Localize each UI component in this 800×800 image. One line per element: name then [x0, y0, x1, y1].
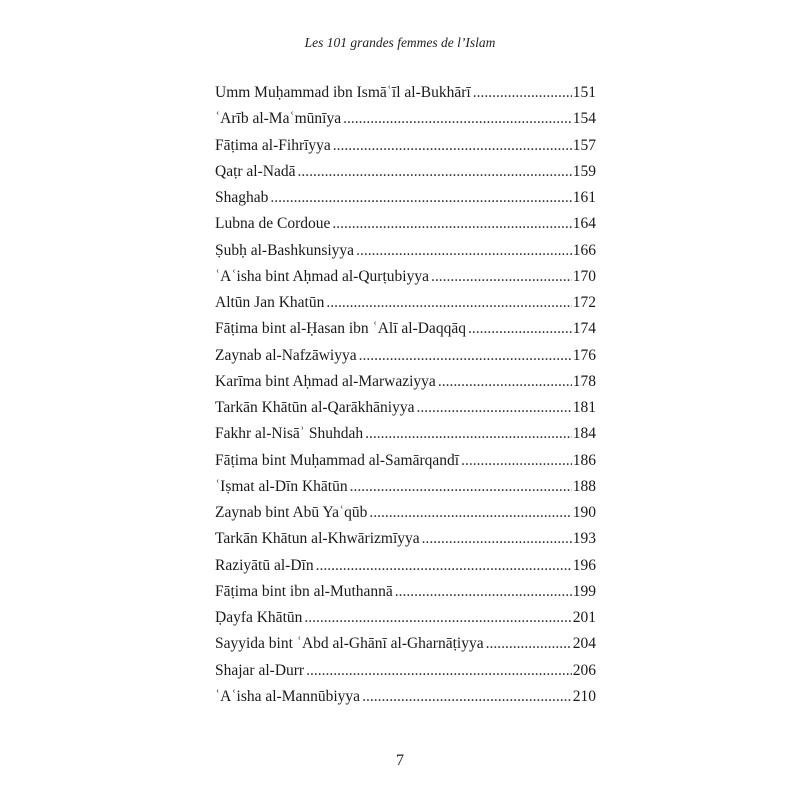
- toc-entry-page: 159: [572, 162, 596, 180]
- toc-entry: [215, 658, 596, 684]
- toc-entry: [215, 500, 596, 526]
- dot-leader: [468, 316, 572, 342]
- toc-entry-page: 186: [572, 451, 596, 469]
- toc-entry-page: 161: [572, 189, 596, 206]
- dot-leader: [356, 238, 572, 264]
- dot-leader: [422, 526, 572, 552]
- dot-leader: [350, 474, 572, 500]
- toc-entry: [215, 185, 596, 211]
- dot-leader: [416, 395, 571, 421]
- dot-leader: [332, 211, 571, 237]
- toc-entry-page: 210: [572, 687, 596, 705]
- toc-entry-title: Ṣubḥ al-Bashkunsiyya: [215, 241, 355, 259]
- toc-entry-title: Tarkān Khātūn al-Qarākhāniyya: [215, 399, 415, 416]
- toc-entry: [215, 605, 596, 631]
- toc-entry-title: Karīma bint Aḥmad al-Marwaziyya: [215, 372, 436, 390]
- toc-entry-page: 193: [572, 530, 596, 548]
- dot-leader: [395, 579, 572, 605]
- dot-leader: [333, 133, 572, 159]
- toc-entry-title: ʿAʿisha bint Aḥmad al-Qurṭubiyya: [215, 267, 429, 285]
- dot-leader: [359, 343, 572, 369]
- dot-leader: [362, 684, 572, 710]
- toc-entry-title: Ḍayfa Khātūn: [215, 609, 303, 626]
- dot-leader: [431, 264, 572, 290]
- dot-leader: [306, 658, 572, 684]
- toc-entry: [215, 448, 596, 474]
- dot-leader: [369, 500, 571, 526]
- toc-entry: [215, 395, 596, 421]
- toc-entry-page: 154: [572, 110, 596, 128]
- dot-leader: [326, 290, 571, 316]
- running-head: Les 101 grandes femmes de l’Islam: [304, 35, 496, 50]
- toc-entry-title: Fāṭima bint Muḥammad al-Samārqandī: [215, 451, 460, 469]
- toc-entry-page: 170: [572, 267, 596, 285]
- toc-entry-page: 196: [572, 556, 596, 574]
- toc-entry: [215, 264, 596, 290]
- toc-entry-page: 204: [572, 635, 596, 653]
- dot-leader: [438, 369, 572, 395]
- toc-entry-page: 166: [572, 241, 596, 259]
- toc-entry: [215, 211, 596, 237]
- toc-entry-title: ʿArīb al-Maʿmūnīya: [215, 110, 342, 128]
- toc-entry-title: Lubna de Cordoue: [215, 215, 331, 233]
- toc-entry-page: 181: [572, 399, 596, 416]
- page-number: 7: [396, 752, 404, 769]
- dot-leader: [316, 553, 572, 579]
- table-of-contents: [215, 80, 596, 710]
- toc-entry-page: 178: [572, 372, 596, 390]
- toc-entry-title: Shaghab: [215, 189, 269, 206]
- toc-entry-page: 176: [572, 346, 596, 364]
- toc-entry-page: 172: [572, 294, 596, 311]
- toc-entry: [215, 474, 596, 500]
- toc-entry: [215, 684, 596, 710]
- toc-entry-title: Fāṭima bint al-Ḥasan ibn ʿAlī al-Daqqāq: [215, 320, 466, 338]
- toc-entry: [215, 369, 596, 395]
- toc-entry-page: 206: [572, 661, 596, 679]
- toc-entry-title: Fakhr al-Nisāʾ Shuhdah: [215, 425, 364, 443]
- dot-leader: [297, 159, 571, 185]
- toc-entry: [215, 159, 596, 185]
- toc-entry-title: Tarkān Khātun al-Khwārizmīyya: [215, 530, 420, 548]
- toc-entry-page: 157: [572, 136, 596, 154]
- toc-entry: [215, 526, 596, 552]
- toc-entry: [215, 106, 596, 132]
- toc-entry-title: Altūn Jan Khatūn: [215, 294, 325, 311]
- toc-entry-title: Zaynab bint Abū Yaʿqūb: [215, 504, 368, 521]
- dot-leader: [473, 80, 572, 106]
- toc-entry-title: Qaṭr al-Nadā: [215, 162, 296, 180]
- toc-entry-page: 188: [572, 477, 596, 495]
- toc-entry-page: 201: [572, 609, 596, 626]
- toc-entry-page: 151: [572, 84, 596, 101]
- toc-entry-title: Sayyida bint ʿAbd al-Ghānī al-Gharnāṭiyya: [215, 635, 484, 653]
- toc-entry: [215, 631, 596, 657]
- toc-entry-title: Zaynab al-Nafzāwiyya: [215, 346, 357, 364]
- toc-entry-page: 184: [572, 425, 596, 443]
- dot-leader: [270, 185, 571, 211]
- toc-entry-page: 199: [572, 582, 596, 600]
- toc-entry: [215, 579, 596, 605]
- toc-entry: [215, 80, 596, 106]
- toc-entry: [215, 133, 596, 159]
- toc-entry-title: Shajar al-Durr: [215, 661, 305, 679]
- toc-entry-title: Fāṭima bint ibn al-Muthannā: [215, 582, 393, 600]
- dot-leader: [365, 421, 572, 447]
- toc-entry-title: Umm Muḥammad ibn Ismāʿīl al-Bukhārī: [215, 84, 471, 101]
- toc-entry: [215, 553, 596, 579]
- dot-leader: [486, 631, 572, 657]
- dot-leader: [304, 605, 571, 631]
- toc-entry-title: ʿIṣmat al-Dīn Khātūn: [215, 477, 348, 495]
- toc-entry-page: 190: [572, 504, 596, 521]
- toc-entry: [215, 290, 596, 316]
- toc-entry: [215, 343, 596, 369]
- toc-entry-page: 164: [572, 215, 596, 233]
- toc-entry-title: Raziyātū al-Dīn: [215, 556, 314, 574]
- dot-leader: [461, 448, 572, 474]
- toc-entry-title: ʿAʿisha al-Mannūbiyya: [215, 687, 361, 705]
- toc-entry: [215, 421, 596, 447]
- toc-entry-page: 174: [572, 320, 596, 338]
- toc-entry-title: Fāṭima al-Fihrīyya: [215, 136, 331, 154]
- dot-leader: [343, 106, 572, 132]
- toc-entry: [215, 316, 596, 342]
- toc-entry: [215, 238, 596, 264]
